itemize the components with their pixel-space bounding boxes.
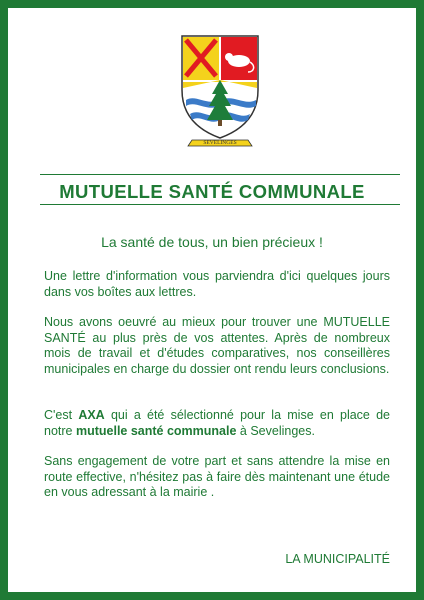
- page-title: MUTUELLE SANTÉ COMMUNALE: [59, 181, 365, 202]
- axa-end-text: à Sevelinges.: [236, 423, 315, 438]
- paragraph-call-to-action: Sans engagement de votre part et sans attendre la mise en route effective, n'hésitez pas à faire dès maintenant une étude en vous adressant à la mairie .: [44, 454, 390, 499]
- mutual-name: mutuelle santé communale: [75, 423, 237, 438]
- title-bottom-rule: [40, 204, 400, 205]
- axa-middle-text: qui a été sélectionné pour la mise en place de notre: [44, 408, 390, 438]
- paragraph-intro: Une lettre d'information vous parviendra d'ici quelques jours dans vos boîtes aux lettres.: [44, 269, 390, 299]
- coat-of-arms-icon: [172, 30, 268, 150]
- crest-banner-label: SEVELINGES: [203, 140, 237, 146]
- title-top-rule: [40, 174, 400, 175]
- paragraph-axa: [44, 408, 390, 439]
- insurer-name: AXA: [78, 408, 105, 422]
- paragraph-effort: Nous avons oeuvré au mieux pour trouver une MUTUELLE SANTÉ au plus près de vos attentes. Après de nombreux mois de travail et d'études comparatives, nos conseillères municipales en charge du dossier ont rendu leurs conclusions.: [44, 315, 390, 376]
- axa-intro-text: C'est: [44, 408, 79, 422]
- tagline: La santé de tous, un bien précieux !: [101, 234, 323, 250]
- signature: LA MUNICIPALITÉ: [285, 552, 390, 566]
